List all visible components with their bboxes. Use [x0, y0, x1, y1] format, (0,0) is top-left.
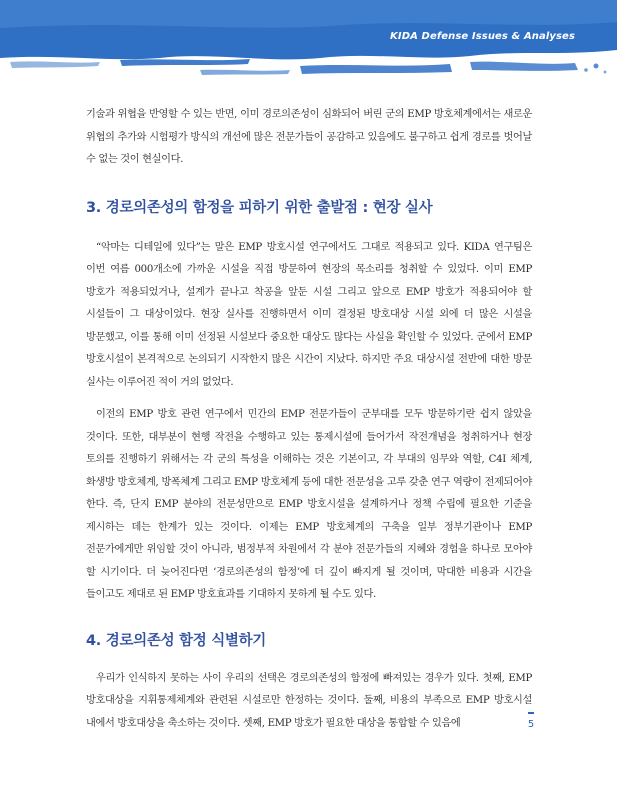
- section-3-paragraph-2: 이전의 EMP 방호 관련 연구에서 민간의 EMP 전문가들이 군부대를 모두 방문하기란 쉽지 않았을 것이다. 또한, 대부분이 현행 작전을 수행하고 있는 통제시설에 들어가서 작전개념을 청취하거나 현장 토의를 진행하기 위해서는 각 군의 특성을 이해하는 것은 기본이고, 각 부대의 임무와 역할, C4I 체계, 화생방 방호체계, 방폭체계 그리고 EMP 방호체계 등에 대한 전문성을 고루 갖춘 연구 역량이 전제되어야 한다. 즉, 단지 EMP 분야의 전문성만으로 EMP 방호시설을 설계하거나 정책 수립에 필요한 기준을 제시하는 데는 한계가 있는 것이다. 이제는 EMP 방호체계의 구축을 일부 정부기관이나 EMP 전문가에게만 위임할 것이 아니라, 범정부적 차원에서 각 분야 전문가들의 지혜와 경험을 하나로 모아야 할 시기이다. 더 늦어진다면 ‘경로의존성의 함정’에 더 깊이 빠지게 될 것이며, 막대한 비용과 시간을 들이고도 제대로 된 EMP 방호효과를 기대하지 못하게 될 수도 있다.: [86, 409, 532, 600]
- publication-title: KIDA Defense Issues & Analyses: [390, 31, 575, 42]
- section-3-paragraph-1: “악마는 디테일에 있다”는 말은 EMP 방호시설 연구에서도 그대로 적용되고 있다. KIDA 연구팀은 이번 여름 000개소에 가까운 시설을 직접 방문하여 현장의 목소리를 청취할 수 있었다. 이미 EMP 방호가 적용되었거나, 설계가 끝나고 착공을 앞둔 시설 그리고 앞으로 EMP 방호가 적용되어야 할 시설들이 그 대상이었다. 현장 실사를 진행하면서 이미 결정된 방호대상 시설 외에 더 많은 시설을 방문했고, 이를 통해 이미 선정된 시설보다 중요한 대상도 많다는 사실을 확인할 수 있었다. 군에서 EMP 방호시설이 본격적으로 논의되기 시작한지 많은 시간이 지났다. 하지만 주요 대상시설 전반에 대한 방문 실사는 이루어진 적이 거의 없었다.: [86, 241, 532, 388]
- section-4-heading: 4. 경로의존성 함정 식별하기: [86, 632, 267, 649]
- intro-paragraph: 기술과 위협을 반영할 수 있는 반면, 이미 경로의존성이 심화되어 버린 군의 EMP 방호체계에서는 새로운 위협의 추가와 시험평가 방식의 개선에 많은 전문가들이 공감하고 있음에도 불구하고 쉽게 경로를 벗어날 수 없는 것이 현실이다.: [86, 109, 532, 165]
- header-banner: [0, 0, 617, 96]
- page-number-dash: [528, 712, 534, 714]
- section-3-heading: 3. 경로의존성의 함정을 피하기 위한 출발점 : 현장 실사: [86, 199, 433, 216]
- section-4-paragraph-1: 우리가 인식하지 못하는 사이 우리의 선택은 경로의존성의 함정에 빠져있는 경우가 있다. 첫째, EMP 방호대상을 지휘통제체계와 관련된 시설로만 한정하는 것이다. 둘째, 비용의 부족으로 EMP 방호시설 내에서 방호대상을 축소하는 것이다. 셋째, EMP 방호가 필요한 대상을 통합할 수 있음에: [86, 672, 532, 729]
- page-number: 5: [527, 719, 535, 730]
- article-body: [86, 104, 532, 735]
- brush-stroke-graphic: [0, 0, 617, 96]
